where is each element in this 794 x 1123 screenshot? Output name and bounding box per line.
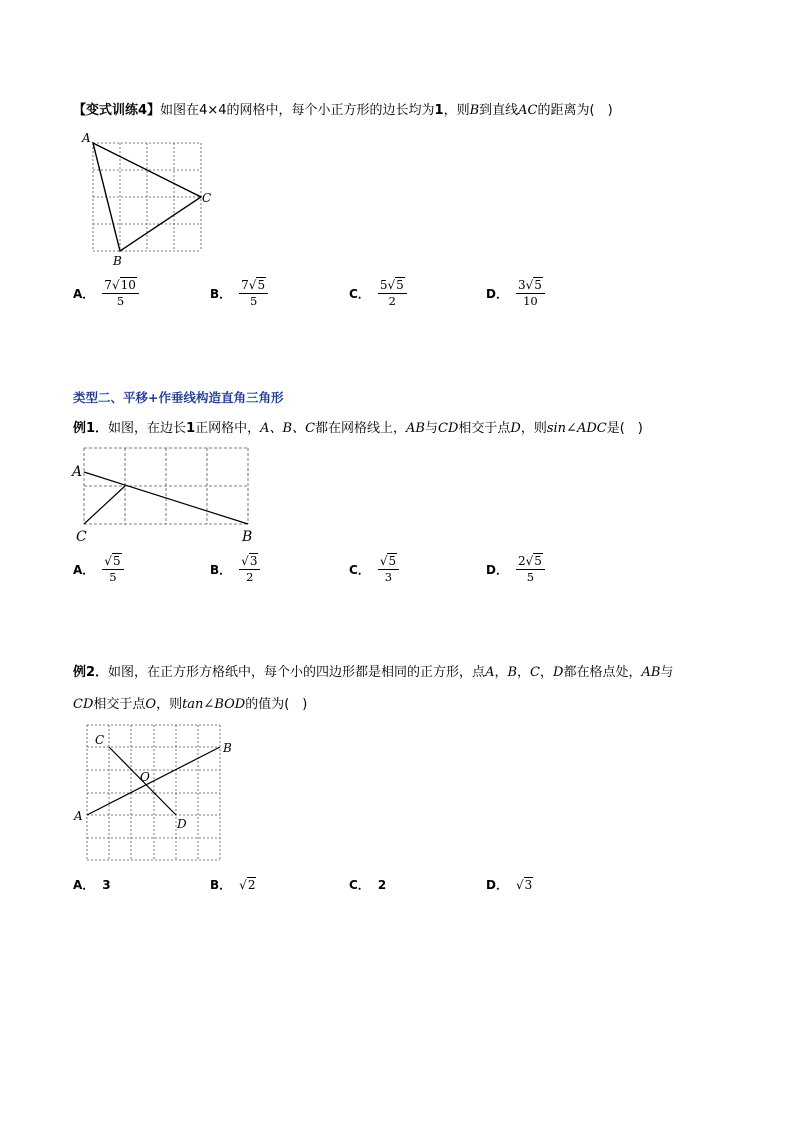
ex2-label-d: D: [177, 817, 187, 831]
q1-option-d[interactable]: D． $\frac{3√5}{10}$: [486, 279, 545, 308]
ex1-segment-cd: [84, 486, 125, 524]
q1-label-a: A: [82, 131, 91, 145]
q1-stem: 【变式训练4】如图在4×4的网格中，每个小正方形的边长均为1，则B到直线AC的距离为( ): [73, 103, 613, 118]
ex1-option-d[interactable]: D． $\frac{2√5}{5}$: [486, 555, 545, 584]
q1-grid: [93, 143, 201, 251]
ex2-option-c[interactable]: C． 2: [349, 877, 387, 892]
ex2-option-b[interactable]: B． √2: [210, 877, 256, 892]
ex2-option-d[interactable]: D． √3: [486, 877, 533, 892]
ex1-option-a[interactable]: A． $\frac{√5}{5}$: [73, 555, 124, 584]
ex2-segment-ab: [87, 747, 220, 815]
q1-label-c: C: [202, 191, 212, 205]
ex1-stem: 例1．如图，在边长1正网格中，A、B、C都在网格线上，AB与CD相交于点D，则sin∠ADC是( ): [73, 421, 643, 436]
ex1-label-a: A: [72, 464, 83, 480]
ex1-option-c[interactable]: C． $\frac{√5}{3}$: [349, 555, 399, 584]
ex1-grid: [84, 448, 248, 524]
ex2-figure: [70, 720, 250, 870]
ex2-label-o: O: [140, 770, 150, 784]
section-heading: 类型二、平移+作垂线构造直角三角形: [73, 390, 284, 405]
ex2-label-c: C: [95, 733, 105, 747]
ex2-label-b: B: [223, 741, 232, 755]
ex1-figure: [70, 442, 270, 548]
ex1-label-c: C: [76, 529, 87, 545]
q1-tag: 【变式训练4】: [73, 103, 161, 118]
ex2-stem-line2: CD相交于点O，则tan∠BOD的值为( ): [73, 697, 308, 712]
q1-option-b[interactable]: B． $\frac{7√5}{5}$: [210, 279, 268, 308]
ex1-label-b: B: [242, 529, 253, 545]
q1-label-b: B: [113, 254, 122, 268]
ex2-stem-line1: 例2．如图，在正方形方格纸中，每个小的四边形都是相同的正方形，点A，B，C，D都在格点处，AB与: [73, 665, 674, 680]
q1-figure: [80, 130, 220, 270]
ex1-tag: 例1．: [73, 421, 109, 436]
q1-option-a[interactable]: A． $\frac{7√10}{5}$: [73, 279, 139, 308]
ex2-label-a: A: [74, 809, 83, 823]
q1-option-c[interactable]: C． $\frac{5√5}{2}$: [349, 279, 407, 308]
ex2-tag: 例2．: [73, 665, 109, 680]
ex2-option-a[interactable]: A． 3: [73, 877, 111, 892]
ex1-option-b[interactable]: B． $\frac{√3}{2}$: [210, 555, 260, 584]
